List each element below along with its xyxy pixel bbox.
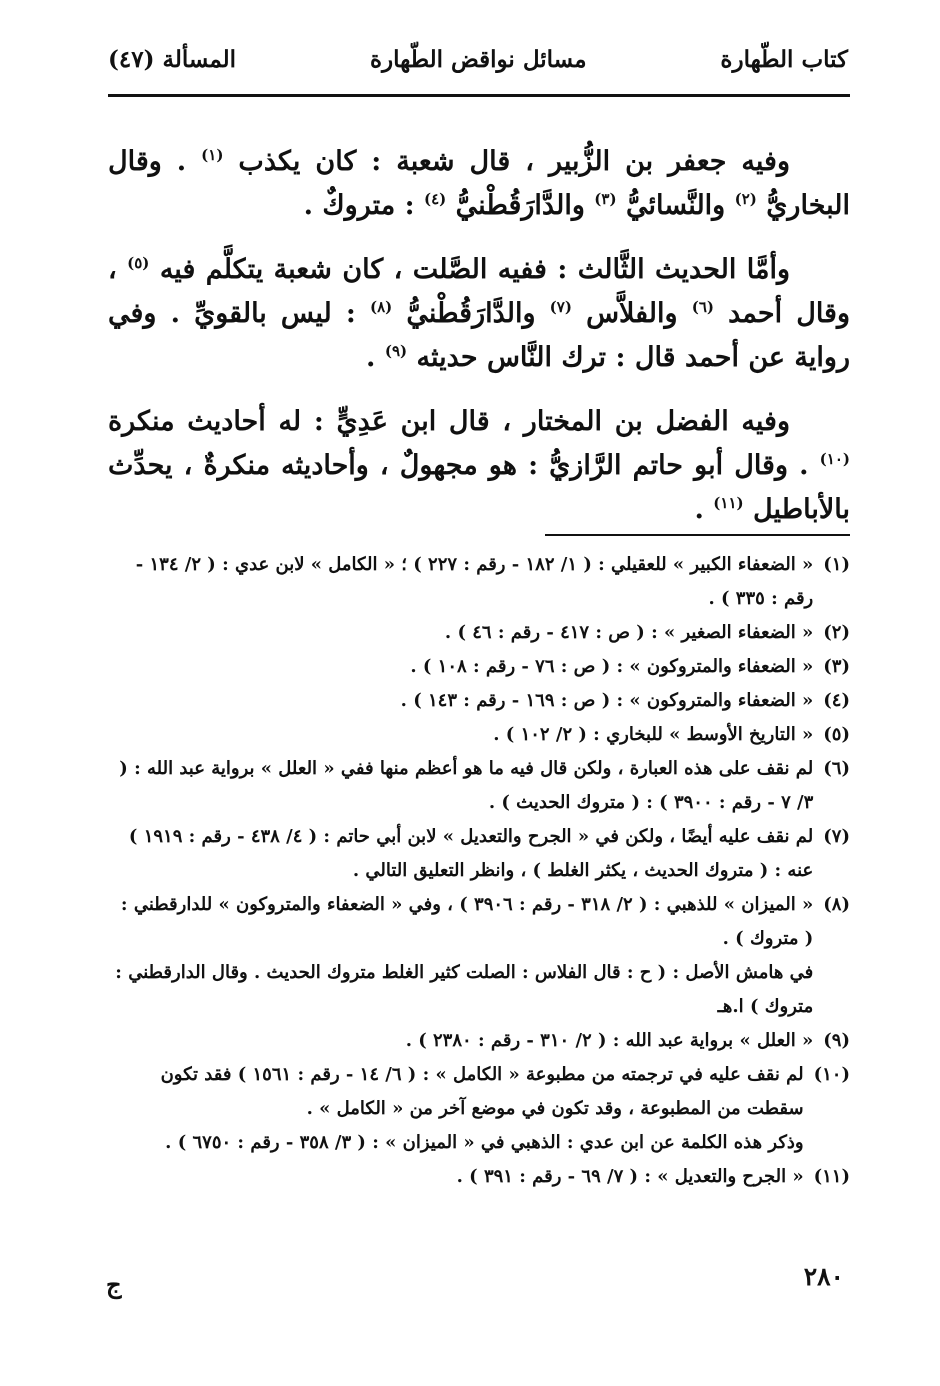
body-text: والدَّارَقُطْنيُّ [446,190,595,221]
body-text: والنَّسائيُّ [616,190,735,221]
footnote-number: (٧) [823,826,850,847]
footnote-reference: (٢) [734,190,757,208]
footnote-text [108,650,813,684]
footnote-item [108,1058,850,1160]
footnote-number: (١١) [813,1166,850,1187]
body-text: . وقال أبو حاتم الرَّازيُّ : هو مجهولٌ ، وأحاديثه منكرةٌ ، يحدِّث بالأباطيل [108,450,850,525]
footnote-line: « العلل » برواية عبد الله : ( ٢/ ٣١٠ - رقم : ٢٣٨٠ ) . [405,1030,814,1051]
footnote-line: لم نقف على هذه العبارة ، ولكن قال فيه ما هو أعظم منها ففي « العلل » برواية عبد الله : ( ٣/ ٧ - رقم : ٣٩٠٠ ) : ( متروك الحديث ) . [119,758,814,813]
footnote-item [108,548,850,616]
footnote-reference: (١١) [713,494,744,512]
footnote-reference: (٥) [127,254,150,272]
footnote-number: (٦) [823,758,850,779]
footnote-text [108,1160,804,1194]
footnote-number: (٣) [823,656,850,677]
footnote-number: (٤) [823,690,850,711]
footnote-item [108,820,850,888]
footnote-item [108,1160,850,1194]
footnote-text [108,820,813,888]
body-text: . [694,494,714,525]
footnote-line: لم نقف عليه في ترجمته من مطبوعة « الكامل » : ( ٦/ ١٤ - رقم : ١٥٦١ ) فقد تكون سقطت من المطبوعة ، وقد تكون في موضع آخر من « الكامل » . [160,1064,804,1119]
footnote-reference: (٦) [691,298,714,316]
main-text [108,140,850,552]
body-text: والفلاَّس [571,298,692,329]
footnote-text [108,888,813,1024]
footnote-reference: (١٠) [819,450,850,468]
footnotes [108,548,850,1194]
footnote-text [108,616,813,650]
footnote-number: (٥) [823,724,850,745]
footnote-item [108,616,850,650]
body-text: وأمَّا الحديث الثَّالث : ففيه الصَّلت ، كان شعبة يتكلَّم فيه [149,254,790,285]
footnote-text [108,752,813,820]
footnote-number: (١) [823,554,850,575]
footnote-text [108,718,813,752]
footnote-line: « الضعفاء الصغير » : ( ص : ٤١٧ - رقم : ٤٦ ) . [444,622,814,643]
body-text: . [366,342,385,373]
body-paragraph [108,248,850,380]
footnote-number: (٨) [823,894,850,915]
footnote-reference: (٣) [594,190,617,208]
body-text: وفيه الفضل بن المختار ، قال ابن عَدِيٍّ : له أحاديث منكرة [108,406,790,437]
issue-label: المسألة (٤٧) [108,46,237,73]
footnote-text [108,684,813,718]
footnote-item [108,752,850,820]
footnote-item [108,1024,850,1058]
footnote-reference: (٨) [369,298,393,316]
body-text: . وقال البخاريُّ [108,146,850,221]
body-paragraph [108,400,850,532]
body-paragraph [108,140,850,228]
footnote-line: وذكر هذه الكلمة عن ابن عدي : الذهبي في « الميزان » : ( ٣/ ٣٥٨ - رقم : ٦٧٥٠ ) . [165,1132,804,1153]
footnote-line: « الضعفاء والمتروكون » : ( ص : ٧٦ - رقم : ١٠٨ ) . [410,656,814,677]
page-number: ٢٨٠ [803,1262,844,1291]
footnote-text [108,548,813,616]
footnote-item [108,684,850,718]
header-rule [108,94,850,97]
body-text: : ليس بالقويِّ . وفي رواية عن أحمد قال : ترك النَّاس حديثه [108,298,850,373]
footnote-line: « الضعفاء الكبير » للعقيلي : ( ١/ ١٨٢ - رقم : ٢٢٧ ) ؛ « الكامل » لابن عدي : ( ٢/ ١٣٤ - رقم : ٣٣٥ ) . [135,554,814,609]
body-text: والدَّارَقُطْنيُّ [392,298,550,329]
footnote-line: « الضعفاء والمتروكون » : ( ص : ١٦٩ - رقم : ١٤٣ ) . [400,690,814,711]
body-text: : متروكٌ . [303,190,424,221]
footnote-line: « الجرح والتعديل » : ( ٧/ ٦٩ - رقم : ٣٩١ ) . [456,1166,804,1187]
footnote-reference: (١) [201,146,224,164]
footnote-text [108,1058,804,1160]
footnote-text [108,1024,813,1058]
footnote-separator [545,534,850,536]
book-title: كتاب الطّهارة [720,46,848,73]
footnote-reference: (٧) [549,298,572,316]
signature-mark: ج [106,1270,122,1299]
running-header [108,46,848,73]
footnote-number: (١٠) [813,1064,850,1085]
footnote-line: « الميزان » للذهبي : ( ٢/ ٣١٨ - رقم : ٣٩٠٦ ) ، وفي « الضعفاء والمتروكون » للدارقطني : ( متروك ) . [120,894,814,949]
footnote-line: لم نقف عليه أيضًا ، ولكن في « الجرح والتعديل » لابن أبي حاتم : ( ٤/ ٤٣٨ - رقم : ١٩١٩ ) عنه : ( متروك الحديث ، يكثر الغلط ) ، وانظر التعليق التالي . [128,826,814,881]
footnote-reference: (٩) [384,342,408,360]
footnote-item [108,650,850,684]
body-text: ، وقال أحمد [108,254,850,329]
footnote-reference: (٤) [424,190,447,208]
footnote-item [108,718,850,752]
footnote-line: « التاريخ الأوسط » للبخاري : ( ٢/ ١٠٢ ) . [493,724,814,745]
body-text: وفيه جعفر بن الزُّبير ، قال شعبة : كان يكذب [223,146,790,177]
footnote-number: (٢) [823,622,850,643]
footnote-number: (٩) [823,1030,850,1051]
footnote-item [108,888,850,1024]
footnote-line: في هامش الأصل : ( ح : قال الفلاس : الصلت كثير الغلط متروك الحديث . وقال الدارقطني : متروك ) ا.هـ [115,962,814,1017]
chapter-title: مسائل نواقض الطّهارة [369,46,587,73]
